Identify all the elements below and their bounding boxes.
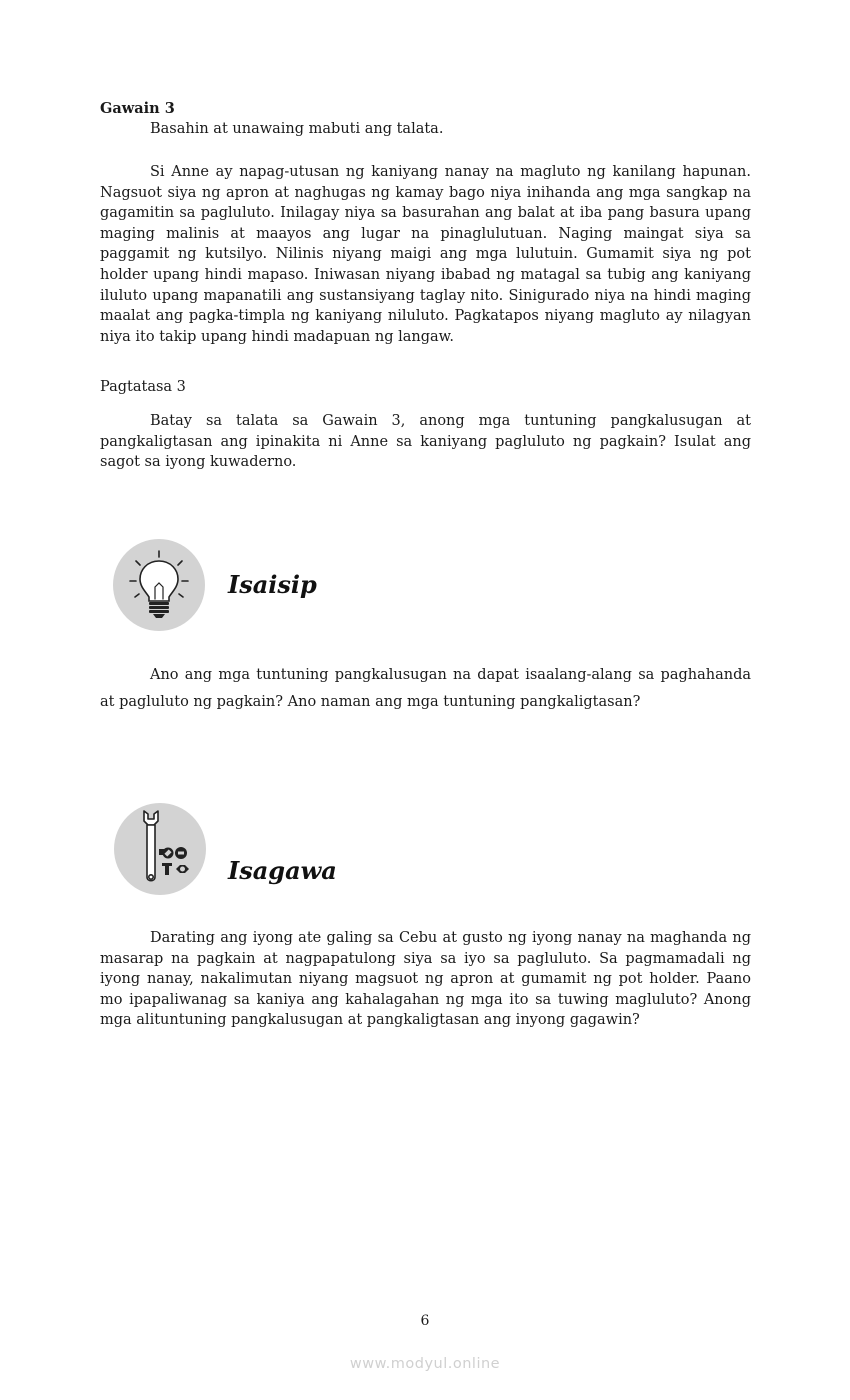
gawain-paragraph: Si Anne ay napag-utusan ng kaniyang nanay na magluto ng kanilang hapunan. Nagsuot siya ng apron at naghugas ng kamay bago niya inihanda ang mga sangkap na gagamitin sa pagluluto. Inilagay niya sa basurahan ang balat at iba pang basura upang maging malinis at maayos ang lugar na pinaglulutuan. Naging maingat siya sa paggamit ng kutsilyo. Nilinis niyang maigi ang mga lulutuin. Gumamit siya ng pot holder upang hindi mapaso. Iniwasan niyang ibabad ng matagal sa tubig ang kaniyang iluluto upang mapanatili ang sustansiyang taglay nito. Sinigurado niya na hindi maging maalat ang pagka-timpla ng kaniyang niluluto. Pagkatapos niyang magluto ay nilagyan niya ito takip upang hindi madapuan ng langaw. — [100, 164, 751, 345]
isaisip-paragraph: Ano ang mga tuntuning pangkalusugan na dapat isaalang-alang sa paghahanda at pagluluto ng pagkain? Ano naman ang mga tuntuning pangkaligtasan? — [100, 667, 751, 710]
isagawa-title: Isagawa — [228, 856, 337, 885]
page-number: 6 — [420, 1313, 430, 1329]
lightbulb-icon — [113, 539, 205, 631]
wrench-tools-icon — [114, 803, 206, 895]
pagtatasa-paragraph: Batay sa talata sa Gawain 3, anong mga tuntuning pangkalusugan at pangkaligtasan ang ipinakita ni Anne sa kaniyang pagluluto ng pagkain? Isulat ang sagot sa iyong kuwaderno. — [100, 413, 751, 471]
isaisip-title: Isaisip — [228, 570, 317, 599]
isagawa-paragraph: Darating ang iyong ate galing sa Cebu at gusto ng iyong nanay na maghanda ng masarap na pagkain at nagpapatulong siya sa iyo sa pagluluto. Sa pagmamadali ng iyong nanay, nakalimutan niyang magsuot ng apron at gumamit ng pot holder. Paano mo ipapaliwanag sa kaniya ang kahalagahan ng mga ito sa tuwing magluluto? Anong mga alituntuning pangkalusugan at pangkaligtasan ang inyong gagawin? — [100, 930, 751, 1029]
gawain-title: Gawain 3 — [100, 100, 175, 117]
watermark: www.modyul.online — [349, 1356, 501, 1372]
gawain-instruction: Basahin at unawaing mabuti ang talata. — [150, 121, 444, 137]
pagtatasa-title: Pagtatasa 3 — [100, 379, 186, 395]
